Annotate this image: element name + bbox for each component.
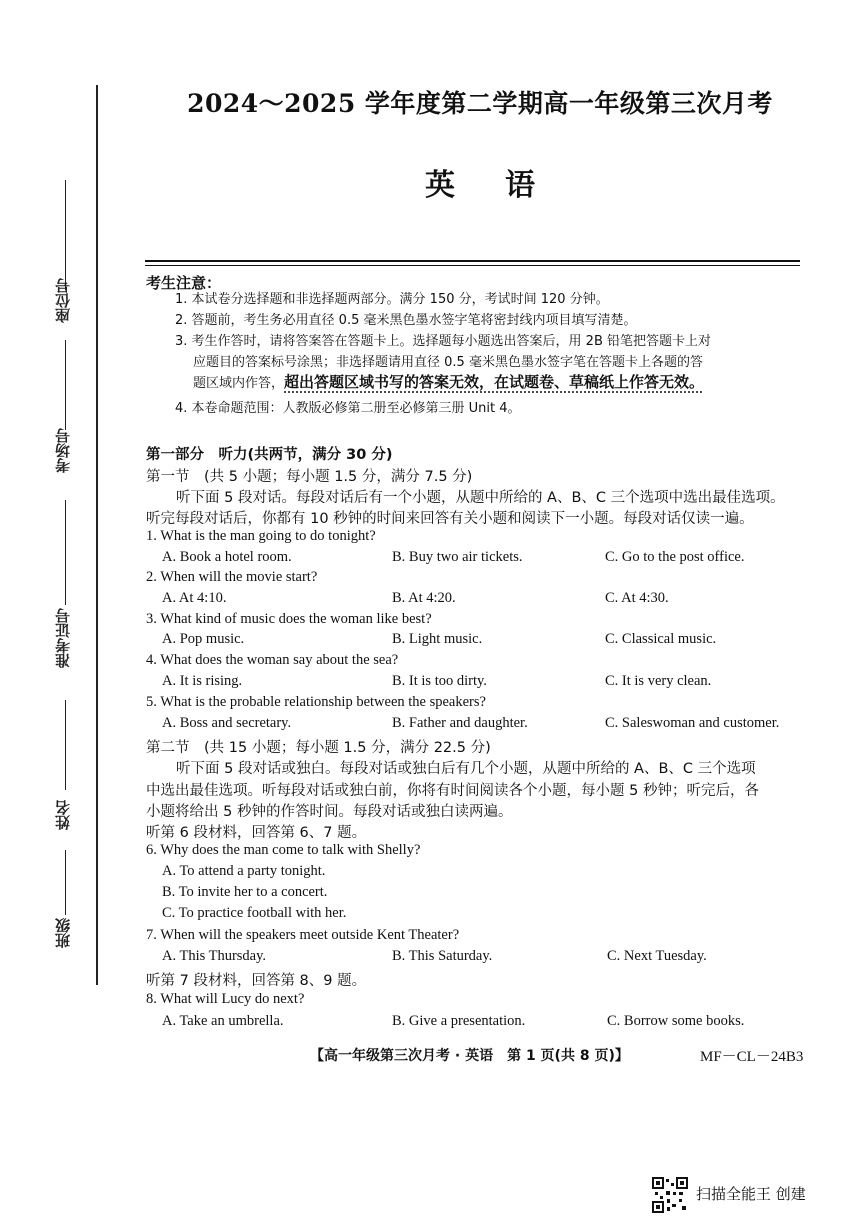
material-6-note: 听第 6 段材料，回答第 6、7 题。 <box>146 825 367 841</box>
q3-option-a: A. Pop music. <box>162 631 245 647</box>
exam-room-label: 考场号 <box>54 428 72 473</box>
section2-heading: 第二节 (共 15 小题；每小题 1.5 分，满分 22.5 分) <box>146 740 491 756</box>
q6-option-a: A. To attend a party tonight. <box>162 863 326 879</box>
section1-heading: 第一节 (共 5 小题；每小题 1.5 分，满分 7.5 分) <box>146 469 473 485</box>
question-8: 8. What will Lucy do next? <box>146 991 305 1007</box>
question-1: 1. What is the man going to do tonight? <box>146 528 376 544</box>
q8-option-c: C. Borrow some books. <box>607 1013 745 1029</box>
q6-option-b: B. To invite her to a concert. <box>162 884 328 900</box>
notice-item-3b: 应题目的答案标号涂黑；非选择题请用直径 0.5 毫米黑色墨水签字笔在答题卡上各题的答 <box>193 355 703 370</box>
q5-option-b: B. Father and daughter. <box>392 715 528 731</box>
q3-option-c: C. Classical music. <box>605 631 717 647</box>
q7-option-a: A. This Thursday. <box>162 948 267 964</box>
section1-instruction-1: 听下面 5 段对话。每段对话后有一个小题，从题中所给的 A、B、C 三个选项中选出最佳选项。 <box>176 490 785 506</box>
exam-room-blank-line <box>65 340 66 430</box>
q2-option-a: A. At 4:10. <box>162 590 227 606</box>
q4-option-b: B. It is too dirty. <box>392 673 487 689</box>
question-4: 4. What does the woman say about the sea? <box>146 652 399 668</box>
binding-line <box>96 85 98 985</box>
section2-instruction-1: 听下面 5 段对话或独白。每段对话或独白后有几个小题，从题中所给的 A、B、C 三个选项 <box>176 761 756 777</box>
q1-option-c: C. Go to the post office. <box>605 549 745 565</box>
notice-item-3c <box>193 371 833 395</box>
question-3: 3. What kind of music does the woman like best? <box>146 611 432 627</box>
question-5: 5. What is the probable relationship between the speakers? <box>146 694 486 710</box>
q4-option-a: A. It is rising. <box>162 673 243 689</box>
q5-option-a: A. Boss and secretary. <box>162 715 292 731</box>
q2-option-c: C. At 4:30. <box>605 590 669 606</box>
q1-option-b: B. Buy two air tickets. <box>392 549 523 565</box>
seat-number-label: 座位号 <box>54 278 72 323</box>
notice-title: 考生注意： <box>146 274 222 292</box>
q1-option-a: A. Book a hotel room. <box>162 549 292 565</box>
question-7: 7. When will the speakers meet outside Kent Theater? <box>146 927 460 943</box>
name-label: 姓名 <box>54 800 72 830</box>
ticket-number-label: 准考证号 <box>54 608 72 668</box>
paper-code: MF－CL－24B3 <box>700 1049 804 1065</box>
notice-item-3c-text: 题区域内作答， <box>193 376 285 391</box>
seat-blank-line <box>65 180 66 290</box>
notice-item-4: 4. 本卷命题范围：人教版必修第二册至必修第三册 Unit 4。 <box>175 401 521 416</box>
notice-item-3a: 3. 考生作答时，请将答案答在答题卡上。选择题每小题选出答案后，用 2B 铅笔把答题卡上对 <box>175 334 711 349</box>
material-7-note: 听第 7 段材料，回答第 8、9 题。 <box>146 973 367 989</box>
q3-option-b: B. Light music. <box>392 631 483 647</box>
part1-heading: 第一部分 听力(共两节，满分 30 分) <box>146 447 393 463</box>
q7-option-b: B. This Saturday. <box>392 948 493 964</box>
page-footer: 【高一年级第三次月考 · 英语 第 1 页(共 8 页)】 <box>310 1048 629 1064</box>
q8-option-a: A. Take an umbrella. <box>162 1013 284 1029</box>
ticket-blank-line <box>65 500 66 605</box>
question-2: 2. When will the movie start? <box>146 569 318 585</box>
notice-item-1: 1. 本试卷分选择题和非选择题两部分。满分 150 分，考试时间 120 分钟。 <box>175 292 609 307</box>
question-6: 6. Why does the man come to talk with Shelly? <box>146 842 421 858</box>
q8-option-b: B. Give a presentation. <box>392 1013 526 1029</box>
q6-option-c: C. To practice football with her. <box>162 905 347 921</box>
notice-item-2: 2. 答题前，考生务必用直径 0.5 毫米黑色墨水签字笔将密封线内项目填写清楚。 <box>175 313 637 328</box>
header-rule-thin <box>145 265 800 266</box>
exam-title: 2024～2025 学年度第二学期高一年级第三次月考 <box>187 89 773 118</box>
name-blank-line <box>65 700 66 790</box>
section2-instruction-2: 中选出最佳选项。听每段对话或独白前，你将有时间阅读各个小题，每小题 5 秒钟；听完后，各 <box>146 783 759 799</box>
class-label: 班级 <box>54 918 72 948</box>
header-rule-thick <box>145 260 800 262</box>
notice-emphasis: 超出答题区域书写的答案无效，在试题卷、草稿纸上作答无效。 <box>284 373 705 391</box>
scanner-watermark: 扫描全能王 创建 <box>696 1185 806 1203</box>
class-blank-line <box>65 850 66 915</box>
q5-option-c: C. Saleswoman and customer. <box>605 715 780 731</box>
subject-title: 英语 <box>425 168 585 203</box>
q7-option-c: C. Next Tuesday. <box>607 948 707 964</box>
section1-instruction-2: 听完每段对话后，你都有 10 秒钟的时间来回答有关小题和阅读下一小题。每段对话仅读一遍。 <box>146 511 754 527</box>
qr-code-icon <box>652 1177 688 1213</box>
q2-option-b: B. At 4:20. <box>392 590 456 606</box>
q4-option-c: C. It is very clean. <box>605 673 712 689</box>
section2-instruction-3: 小题将给出 5 秒钟的作答时间。每段对话或独白读两遍。 <box>146 804 513 820</box>
